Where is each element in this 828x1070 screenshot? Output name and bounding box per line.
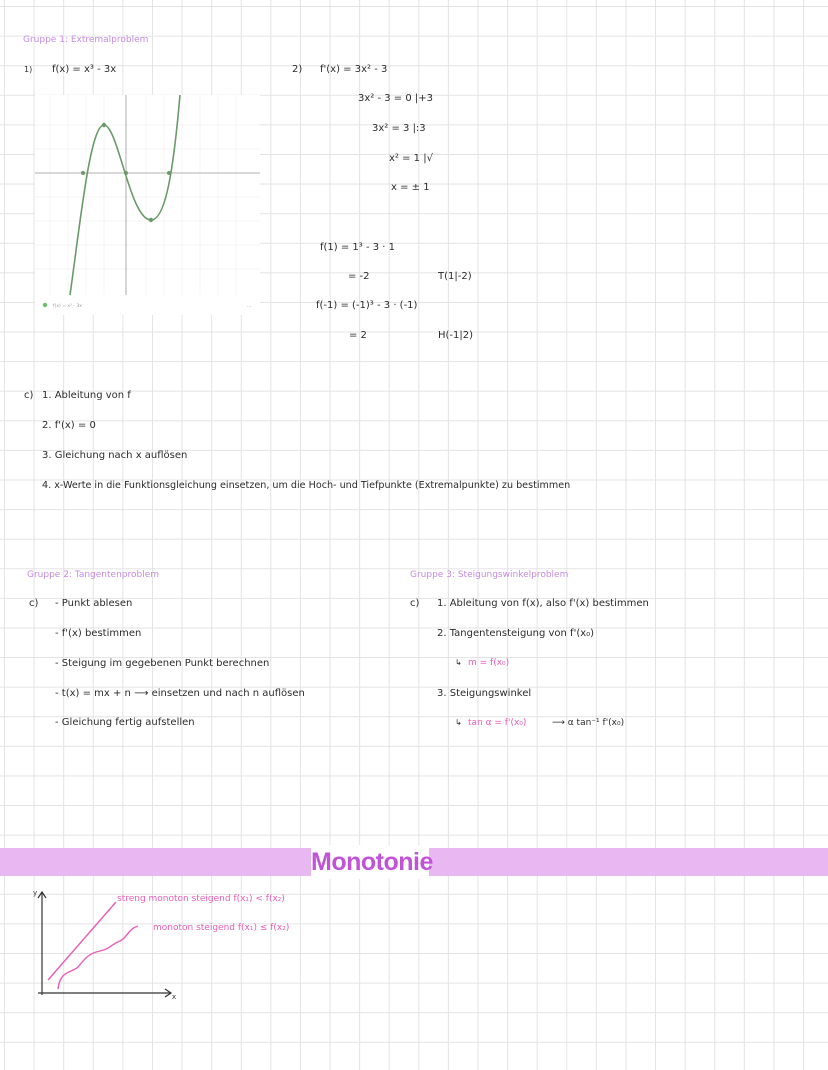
strict-monotone-line: [48, 902, 116, 980]
equation-line: 3x² = 3 |:3: [372, 123, 426, 134]
group3-step: 2. Tangentensteigung von f'(x₀): [437, 628, 595, 639]
steps-label: c): [24, 390, 34, 401]
group3-step-sub: m = f(x₀): [468, 658, 510, 668]
equation-line: 3x² - 3 = 0 |+3: [358, 93, 434, 104]
group3-step-sub-black: ⟶ α tan⁻¹ f'(x₀): [552, 718, 625, 728]
minimum-point: [149, 218, 153, 222]
tiefpunkt: T(1|-2): [438, 271, 472, 282]
sketch-y-label: y: [33, 889, 38, 897]
task-b-number: 2): [292, 64, 303, 75]
strict-monotone-label: streng monoton steigend f(x₁) < f(x₂): [117, 894, 285, 904]
group2-item: - f'(x) bestimmen: [55, 628, 142, 639]
legend-dot: [43, 303, 47, 307]
group2-item: - Steigung im gegebenen Punkt berechnen: [55, 658, 270, 669]
step-item: 2. f'(x) = 0: [42, 420, 96, 431]
group2-item: - Punkt ablesen: [55, 598, 133, 609]
return-arrow-icon: ↳: [455, 658, 462, 667]
task-a-number: 1): [24, 65, 33, 74]
graph-legend-label: f(x) = x³ - 3x: [53, 304, 82, 309]
hochpunkt: H(-1|2): [438, 330, 474, 341]
eval-line: f(1) = 1³ - 3 · 1: [320, 242, 396, 253]
group2-item: - t(x) = mx + n ⟶ einsetzen und nach n auflösen: [55, 688, 305, 699]
task-a-function: f(x) = x³ - 3x: [52, 64, 117, 75]
root-left: [81, 171, 85, 175]
equation-line: x² = 1 |√: [389, 153, 433, 164]
group2-label: c): [29, 598, 39, 609]
equation-line: x = ± 1: [391, 182, 430, 193]
section-title: Monotonie: [311, 848, 433, 876]
group3-step: 1. Ableitung von f(x), also f'(x) bestimmen: [437, 598, 649, 609]
eval-line: f(-1) = (-1)³ - 3 · (-1): [316, 300, 418, 311]
group2-item: - Gleichung fertig aufstellen: [55, 717, 195, 728]
derivative-line: f'(x) = 3x² - 3: [320, 64, 388, 75]
eval-line: = -2: [348, 271, 370, 282]
group3-step-sub-pink: tan α = f'(x₀): [468, 718, 527, 728]
monotone-label: monoton steigend f(x₁) ≤ f(x₂): [153, 923, 290, 933]
monotone-curve: [58, 926, 138, 989]
return-arrow-icon: ↳: [455, 718, 462, 727]
step-item: 1. Ableitung von f: [42, 390, 131, 401]
function-graph: [35, 95, 260, 315]
eval-line: = 2: [349, 330, 367, 341]
graph-corner-mark: ...: [247, 303, 252, 309]
step-item: 3. Gleichung nach x auflösen: [42, 450, 188, 461]
group3-step: 3. Steigungswinkel: [437, 688, 532, 699]
step-item: 4. x-Werte in die Funktionsgleichung einsetzen, um die Hoch- und Tiefpunkte (Extremalpunkte) zu bestimmen: [42, 480, 571, 491]
group3-label: c): [410, 598, 420, 609]
group3-heading: Gruppe 3: Steigungswinkelproblem: [410, 570, 569, 580]
group2-heading: Gruppe 2: Tangentenproblem: [27, 570, 160, 580]
root-origin: [124, 171, 128, 175]
group1-heading: Gruppe 1: Extremalproblem: [23, 35, 149, 45]
maximum-point: [102, 123, 106, 127]
root-right: [167, 171, 171, 175]
sketch-x-label: x: [172, 993, 177, 1000]
